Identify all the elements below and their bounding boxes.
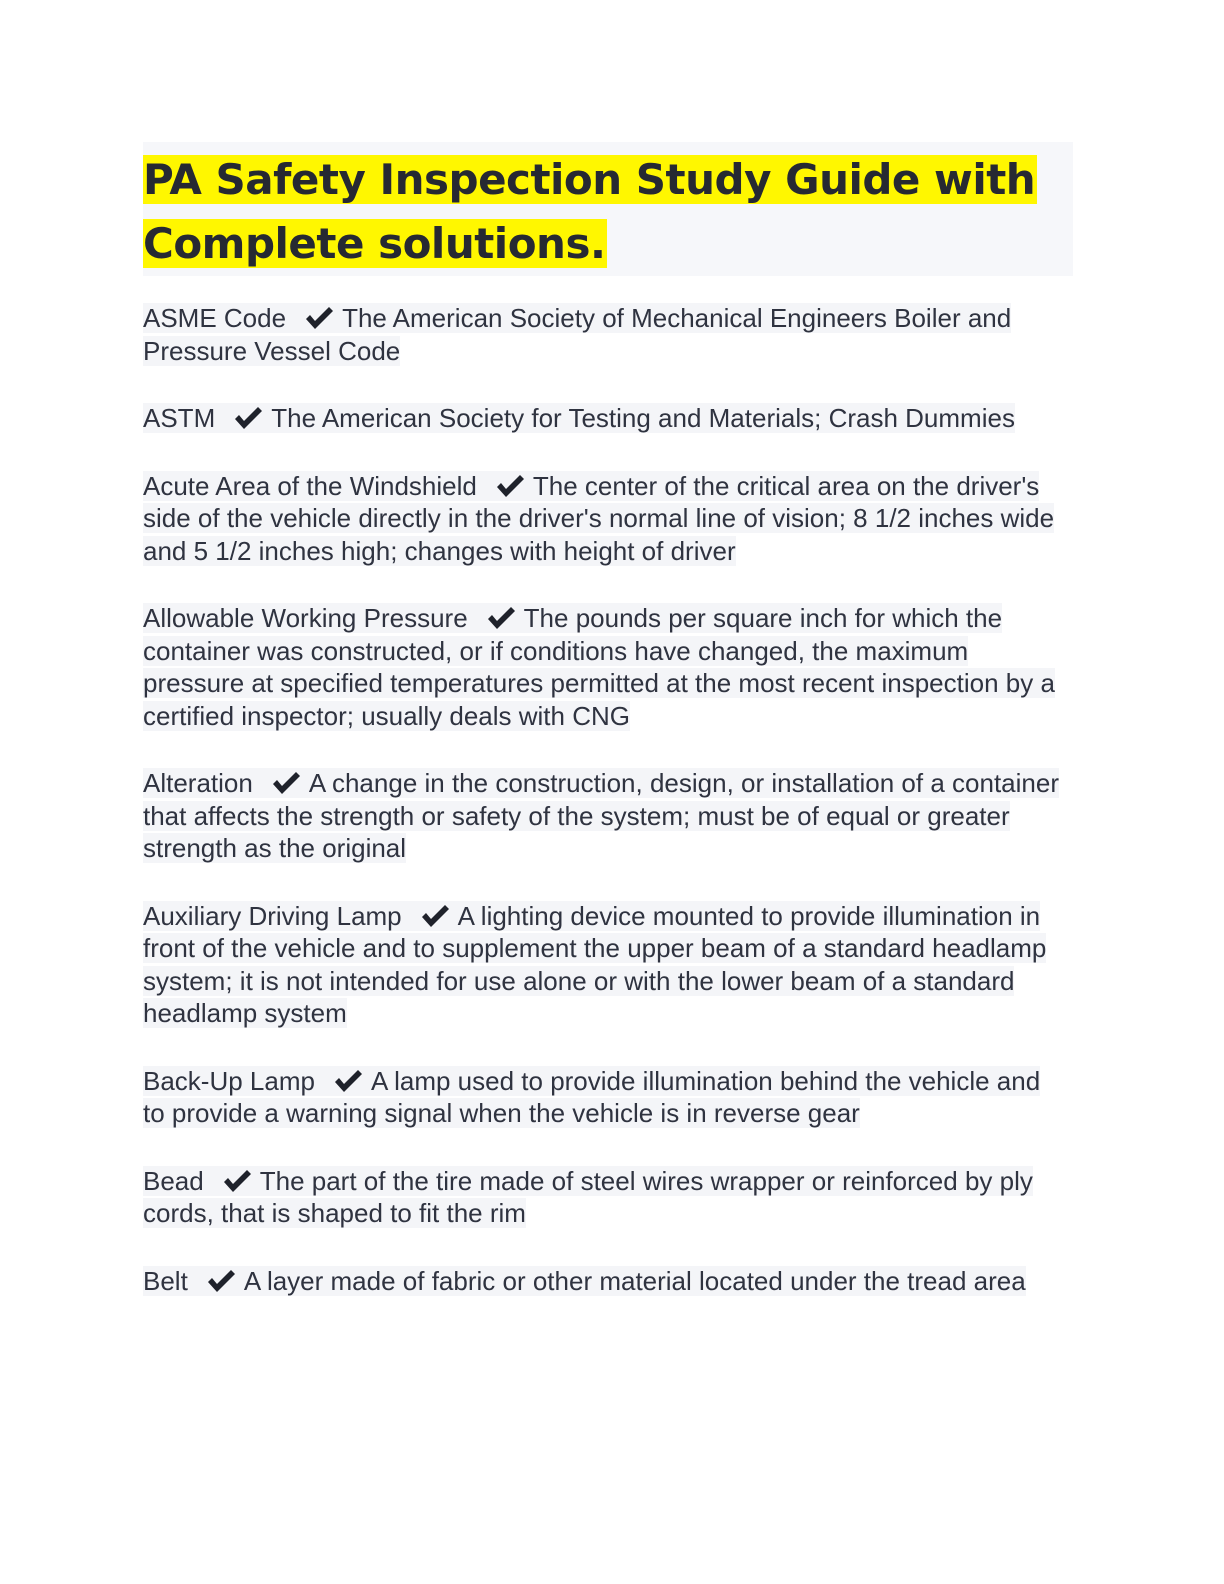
list-item (143, 1265, 1068, 1298)
check-mark-icon (304, 306, 334, 330)
entry-term: Belt (143, 1265, 188, 1296)
entry-list (143, 302, 1073, 1297)
entry-definition: A layer made of fabric or other material located under the tread area (243, 1265, 1026, 1296)
title-block (143, 142, 1073, 276)
entry-term: Alteration (143, 768, 253, 798)
list-item (143, 1065, 1068, 1130)
list-item (143, 402, 1068, 435)
entry-definition: The American Society for Testing and Materials; Crash Dummies (271, 403, 1015, 433)
list-item (143, 470, 1068, 568)
entry-definition: A lighting device mounted to provide illumination in front of the vehicle and to supplement the upper beam of a standard headlamp system; it is not intended for use alone or with the lower beam of a standard headlamp system (143, 900, 1047, 1028)
check-mark-icon (233, 406, 263, 430)
entry-term: Bead (143, 1165, 204, 1196)
check-mark-icon (420, 904, 450, 928)
entry-definition: The pounds per square inch for which the container was constructed, or if conditions have changed, the maximum pressure at specified temperatures permitted at the most recent inspection by a certified inspector; usually deals with CNG (143, 603, 1055, 731)
check-mark-icon (333, 1069, 363, 1093)
entry-term: Allowable Working Pressure (143, 603, 468, 633)
check-mark-icon (495, 474, 525, 498)
entry-definition: A change in the construction, design, or installation of a container that affects the strength or safety of the system; must be of equal or greater strength as the original (143, 768, 1059, 863)
check-mark-icon (271, 771, 301, 795)
list-item (143, 302, 1068, 367)
entry-definition: The American Society of Mechanical Engineers Boiler and Pressure Vessel Code (143, 303, 1012, 366)
document-title (143, 148, 1073, 276)
entry-definition: The center of the critical area on the driver's side of the vehicle directly in the driver's normal line of vision; 8 1/2 inches wide and 5 1/2 inches high; changes with height of driver (143, 470, 1055, 566)
entry-term: Back-Up Lamp (143, 1065, 315, 1096)
entry-term: ASTM (143, 403, 216, 433)
entry-term: ASME Code (143, 303, 287, 333)
entry-definition: The part of the tire made of steel wires wrapper or reinforced by ply cords, that is shaped to fit the rim (143, 1165, 1033, 1228)
check-mark-icon (222, 1169, 252, 1193)
list-item (143, 767, 1068, 865)
list-item (143, 1165, 1068, 1230)
entry-term: Acute Area of the Windshield (143, 470, 477, 501)
entry-definition: A lamp used to provide illumination behind the vehicle and to provide a warning signal when the vehicle is in reverse gear (143, 1065, 1041, 1128)
check-mark-icon (206, 1269, 236, 1293)
list-item (143, 900, 1068, 1030)
entry-term: Auxiliary Driving Lamp (143, 900, 402, 931)
document-title-text: PA Safety Inspection Study Guide with Complete solutions. (143, 155, 1036, 268)
document-page (143, 142, 1073, 1332)
list-item (143, 602, 1068, 732)
check-mark-icon (486, 606, 516, 630)
